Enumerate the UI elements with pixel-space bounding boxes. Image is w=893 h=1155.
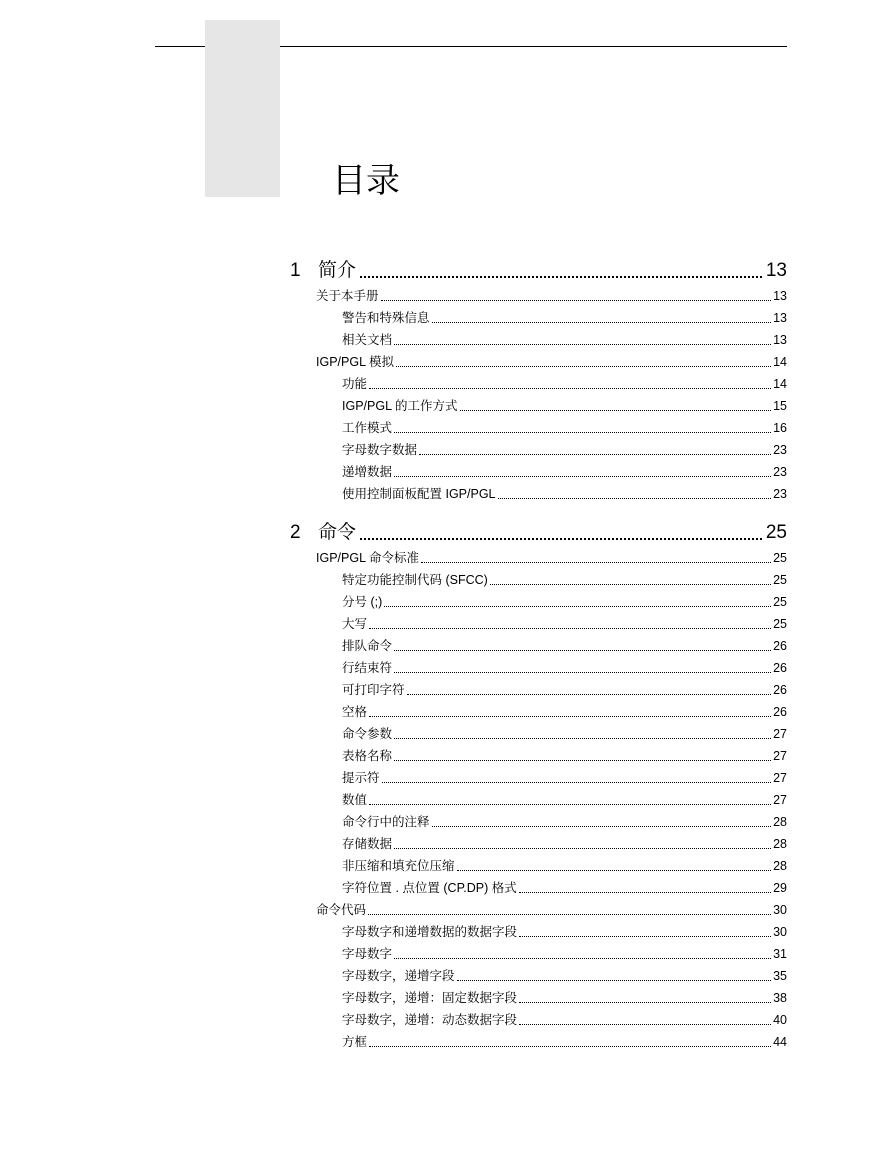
toc-section[interactable] [316,286,787,306]
toc-subsection[interactable] [342,856,787,876]
toc-page-number: 23 [773,487,787,501]
toc-page-number: 25 [773,595,787,609]
toc-page-number: 38 [773,991,787,1005]
dot-leader [432,826,772,827]
toc-entry-label: 特定功能控制代码 (SFCC) [342,573,488,587]
toc-page-number: 27 [773,793,787,807]
dot-leader [419,454,771,455]
toc-page-number: 26 [773,639,787,653]
dot-leader [519,1024,771,1025]
toc-page-number: 30 [773,903,787,917]
toc-subsection[interactable] [342,308,787,328]
dot-leader [407,694,772,695]
toc-chapter[interactable] [290,520,787,546]
dot-leader [369,388,771,389]
dot-leader [360,276,762,278]
toc-entry-label: 行结束符 [342,661,393,675]
toc-entry-label: 功能 [342,377,368,391]
toc-subsection[interactable] [342,1010,787,1030]
toc-page-number: 28 [773,837,787,851]
toc-entry-label: 关于本手册 [316,289,379,303]
dot-leader [457,870,772,871]
dot-leader [490,584,771,585]
dot-leader [394,738,771,739]
toc-page-number: 27 [773,727,787,741]
toc-subsection[interactable] [342,834,787,854]
dot-leader [369,716,771,717]
toc-page-number: 28 [773,859,787,873]
dot-leader [394,432,771,433]
toc-entry-label: 表格名称 [342,749,393,763]
toc-entry-label: IGP/PGL 的工作方式 [342,399,458,413]
dot-leader [394,958,771,959]
toc-subsection[interactable] [342,988,787,1008]
toc-page-number: 14 [773,377,787,391]
toc-page-number: 31 [773,947,787,961]
toc-subsection[interactable] [342,944,787,964]
toc-page-number: 40 [773,1013,787,1027]
toc-entry-label: 警告和特殊信息 [342,311,430,325]
toc-entry-label: 命令行中的注释 [342,815,430,829]
toc-entry-label: 字母数字，递增字段 [342,969,455,983]
toc-page-number: 13 [773,289,787,303]
toc-entry-label: IGP/PGL 命令标准 [316,551,420,565]
toc-subsection[interactable] [342,396,787,416]
toc-entry-label: 数值 [342,793,368,807]
toc-subsection[interactable] [342,636,787,656]
toc-entry-label: 相关文档 [342,333,393,347]
toc-entry-label: 字母数字数据 [342,443,418,457]
toc-entry-label: IGP/PGL 模拟 [316,355,395,369]
dot-leader [360,538,762,540]
toc-subsection[interactable] [342,1032,787,1052]
toc-page-number: 16 [773,421,787,435]
toc-entry-label: 字符位置 . 点位置 (CP.DP) 格式 [342,881,517,895]
toc-page-number: 26 [773,683,787,697]
toc-subsection[interactable] [342,680,787,700]
dot-leader [498,498,772,499]
dot-leader [460,410,772,411]
toc-subsection[interactable] [342,440,787,460]
toc-subsection[interactable] [342,374,787,394]
dot-leader [369,804,771,805]
toc-page-number: 25 [773,573,787,587]
toc-subsection[interactable] [342,812,787,832]
toc-page-number: 35 [773,969,787,983]
toc-subsection[interactable] [342,614,787,634]
toc-entry-label: 分号 (;) [342,595,383,609]
dot-leader [368,914,771,915]
toc-page-number: 28 [773,815,787,829]
toc-entry-label: 命令参数 [342,727,393,741]
toc-page-number: 27 [773,749,787,763]
dot-leader [421,562,771,563]
toc-entry-label: 使用控制面板配置 IGP/PGL [342,487,496,501]
toc-entry-label: 方框 [342,1035,368,1049]
toc-entry-label: 排队命令 [342,639,393,653]
dot-leader [519,1002,771,1003]
toc-entry-label: 可打印字符 [342,683,405,697]
toc-subsection[interactable] [342,922,787,942]
toc-page-number: 27 [773,771,787,785]
toc-subsection[interactable] [342,592,787,612]
toc-entry-label: 提示符 [342,771,380,785]
dot-leader [394,344,771,345]
toc-entry-label: 命令代码 [316,903,367,917]
dot-leader [381,300,772,301]
dot-leader [382,782,772,783]
toc-entry-label: 字母数字和递增数据的数据字段 [342,925,518,939]
toc-subsection[interactable] [342,768,787,788]
toc-entry-label: 存储数据 [342,837,393,851]
dot-leader [394,650,771,651]
toc-page-number: 23 [773,465,787,479]
dot-leader [394,848,771,849]
toc-page-number: 26 [773,705,787,719]
toc-chapter[interactable] [290,258,787,284]
toc-subsection[interactable] [342,658,787,678]
toc-entry-label: 递增数据 [342,465,393,479]
dot-leader [457,980,772,981]
toc-subsection[interactable] [342,330,787,350]
toc-subsection[interactable] [342,746,787,766]
toc-page-number: 25 [773,551,787,565]
dot-leader [384,606,771,607]
toc-entry-label: 非压缩和填充位压缩 [342,859,455,873]
dot-leader [394,672,771,673]
dot-leader [432,322,772,323]
page-title: 目录 [332,160,400,201]
toc-subsection[interactable] [342,702,787,722]
toc-subsection[interactable] [342,462,787,482]
toc-page-number: 26 [773,661,787,675]
toc-page-number: 23 [773,443,787,457]
toc-subsection[interactable] [342,484,787,504]
chapter-number: 2 [290,522,301,543]
toc-page-number: 13 [773,333,787,347]
toc-page-number: 25 [773,617,787,631]
dot-leader [394,476,771,477]
toc-entry-label: 字母数字 [342,947,393,961]
toc-subsection[interactable] [342,790,787,810]
toc-page-number: 13 [773,311,787,325]
toc-entry-label: 工作模式 [342,421,393,435]
toc-section[interactable] [316,900,787,920]
chapter-number: 1 [290,260,301,281]
toc-subsection[interactable] [342,570,787,590]
dot-leader [396,366,771,367]
dot-leader [369,1046,771,1047]
toc-page-number: 29 [773,881,787,895]
dot-leader [394,760,771,761]
toc-entry-label: 字母数字，递增：固定数据字段 [342,991,518,1005]
toc-page-number: 14 [773,355,787,369]
toc-entry-label: 字母数字，递增：动态数据字段 [342,1013,518,1027]
toc-subsection[interactable] [342,724,787,744]
toc-page-number: 30 [773,925,787,939]
toc-entry-label: 大写 [342,617,368,631]
toc-page-number: 44 [773,1035,787,1049]
toc-entry-label: 空格 [342,705,368,719]
toc-page-number: 15 [773,399,787,413]
toc-subsection[interactable] [342,878,787,898]
dot-leader [369,628,771,629]
toc-section[interactable] [316,352,787,372]
toc-subsection[interactable] [342,418,787,438]
toc-page-number: 13 [765,260,787,281]
toc-page-number: 25 [765,522,787,543]
toc-entry-label: 命令 [318,522,357,543]
toc-section[interactable] [316,548,787,568]
dot-leader [519,936,771,937]
toc-subsection[interactable] [342,966,787,986]
toc-entry-label: 简介 [318,260,357,281]
dot-leader [519,892,771,893]
